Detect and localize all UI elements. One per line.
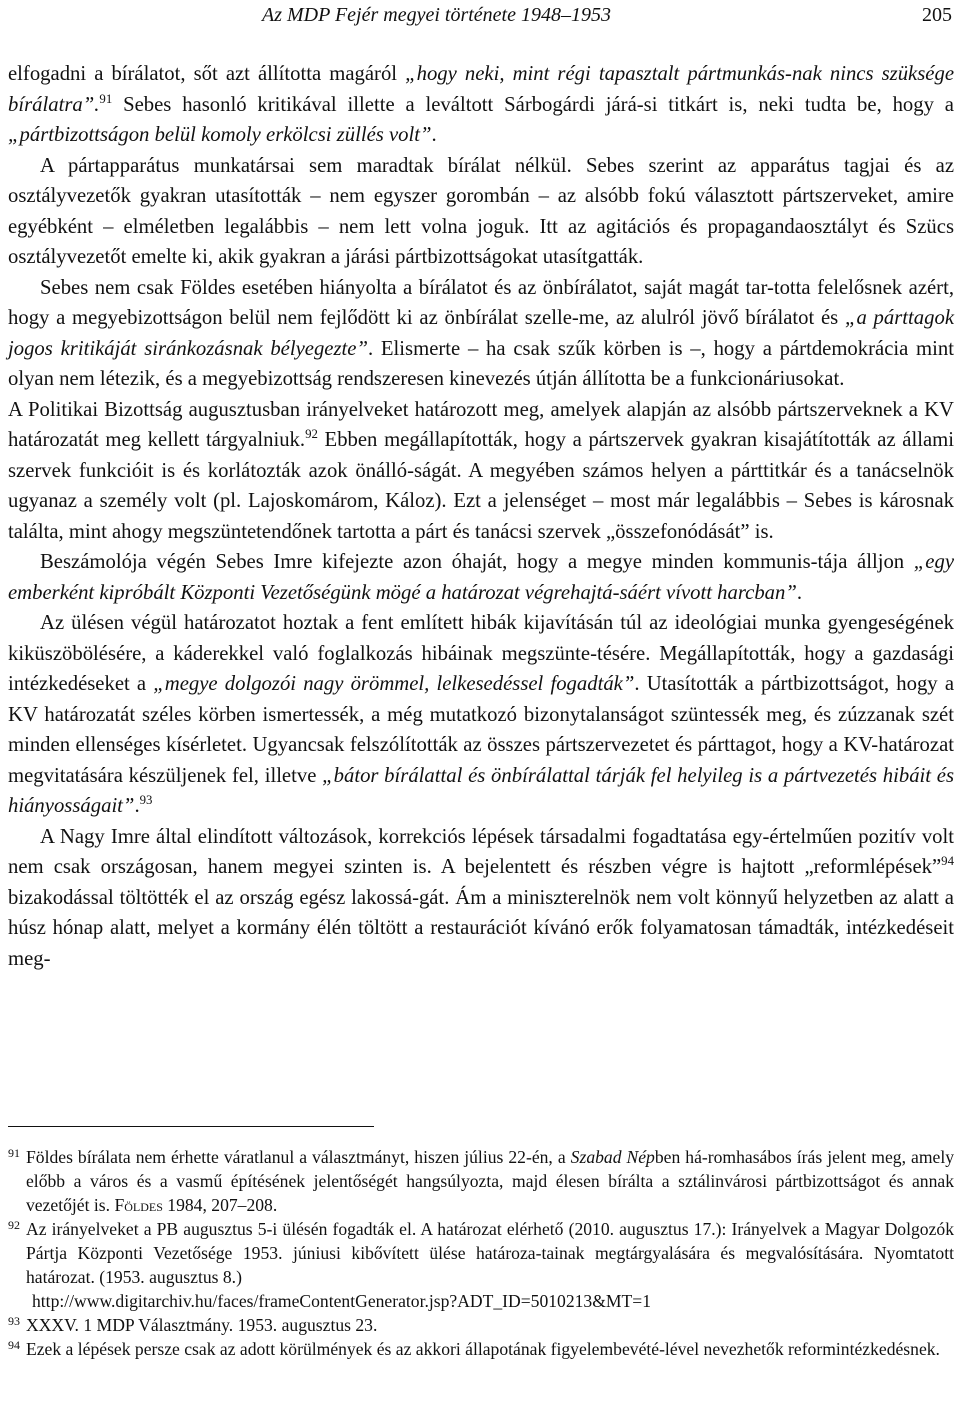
running-title: Az MDP Fejér megyei története 1948–1953 — [262, 4, 611, 26]
paragraph-5 — [8, 547, 954, 608]
page-number: 205 — [922, 4, 952, 26]
text-run: Sebes nem csak Földes esetében hiányolta a bírálatot és az önbírálatot, saját magát tar-totta felelősnek azért, hogy a megyebizottságon belül nem fejlődött ki az önbírálat szelle-me, az alulról jövő bírálatot és — [8, 276, 954, 329]
newspaper-title: Szabad Nép — [570, 1147, 655, 1167]
footnote-ref-92[interactable]: 92 — [305, 427, 318, 442]
quotation: „egy emberként kipróbált Központi Vezetőségünk mögé a határozat végrehajtá-sáért vívott harcban” — [8, 551, 954, 604]
text-run: Földes bírálata nem érhette váratlanul a választmányt, hiszen július 22-én, a — [26, 1147, 571, 1167]
footnote-91: 91 Földes bírálata nem érhette váratlanul a választmányt, hiszen július 22-én, a Szabad Népben há-romhasábos írás jelent meg, amely előbb a város és a vasmű építésének jelentőségét hangsúlyozta, majd élesen bírálta a sztálinvárosi pártbizottságot és annak vezetőjét is. Földes 1984, 207–208. — [8, 1146, 954, 1215]
paragraph-3 — [8, 273, 954, 395]
quotation: „megye dolgozói nagy örömmel, lelkesedéssel fogadták” — [153, 673, 635, 695]
text-run: . — [134, 795, 140, 817]
text-run: bizakodással töltötték el az ország egész lakossá-gát. Ám a miniszterelnök nem volt könnyű helyzetben az alatt a húsz hónap alatt, melyet a kormány élén töltött a restaurációt kívánó erők folyamatosan támadták, intézkedéseit meg- — [8, 886, 954, 970]
running-header — [262, 3, 952, 27]
text-run: Sebes hasonló kritikával illette a leváltott Sárbogárdi járá-si titkárt is, neki tudta be, hogy a — [112, 93, 954, 116]
footnote-ref-94[interactable]: 94 — [941, 854, 954, 869]
footnote-94: 94 Ezek a lépések persze csak az adott körülmények és az akkori állapotának figyelembevété-lével nevezhetők reformintézkedésnek. — [8, 1338, 940, 1359]
text-run: A Nagy Imre által elindított változások, korrekciós lépések társadalmi fogadtatása egy-értelműen pozitív volt nem csak országosan, hanem megyei szinten is. A bejelentett és részben végre is hajtott „reformlépések” — [8, 825, 954, 878]
source-url-link[interactable]: http://www.digitarchiv.hu/faces/frameContentGenerator.jsp?ADT_ID=5010213&MT=1 — [32, 1291, 652, 1311]
body-text — [8, 59, 954, 974]
text-run: XXXV. 1 MDP Választmány. 1953. augusztus 23. — [26, 1315, 378, 1335]
text-run: elfogadni a bírálatot, sőt azt állította magáról — [8, 63, 406, 85]
footnote-92: 92 Az irányelveket a PB augusztus 5-i ülésén fogadták el. A határozat elérhető (2010. augusztus 17.): Irányelvek a Magyar Dolgozók Pártja Központi Vezetősége 1953. júniusi kibővített ülése határoza-tainak megtárgyalására és megvalósítására. Nyomtatott határozat. (1953. augusztus 8.) http://www.digitarchiv.hu/faces/frameContentGenerator.jsp?ADT_ID=5010213&MT=1 — [8, 1218, 954, 1311]
text-run: . — [431, 124, 437, 146]
paragraph-2: A pártapparátus munkatársai sem maradtak bírálat nélkül. Sebes szerint az apparátus tagjai és az osztályvezetők gyakran utasították – nem egyszer gorombán – az alsóbb fokú választott pártszerveket, amire egyébként – elméletben legalábbis – nem lett volna joguk. Itt az agitációs és propagandaosztályt és Szücs osztályvezetőt emelte ki, akik gyakran a járási pártbizottságokat utasítgatták. — [8, 154, 954, 268]
author-name: Földes — [114, 1195, 163, 1215]
quotation: „hogy neki, mint régi tapasztalt pártmunkás-nak nincs szüksége bírálatra”. — [8, 63, 954, 116]
footnote-ref-93[interactable]: 93 — [139, 793, 153, 808]
paragraph-1 — [8, 59, 954, 151]
footnote-93: 93 XXXV. 1 MDP Választmány. 1953. augusztus 23. — [8, 1314, 378, 1335]
footnote-separator — [8, 1126, 374, 1127]
text-run: Beszámolója végén Sebes Imre kifejezte azon óhaját, hogy a megye minden kommunis-tája álljon — [40, 551, 914, 573]
paragraph-6 — [8, 608, 954, 822]
paragraph-7 — [8, 822, 954, 975]
text-run: . Utasították a pártbizottságot, hogy a KV határozatát széles körben ismertessék, a még mutatkozó bizonytalanságot szüntessék meg, és zúzzanak szét minden ellenséges kísérletet. Ugyancsak felszólították az összes pártszervezetet és párttagot, hogy a KV-határozat megvitatására készüljenek fel, illetve — [8, 673, 954, 787]
text-run: . Elismerte – ha csak szűk körben is –, hogy a pártdemokrácia mint olyan nem létezik, és a megyebizottság rendszeresen kinevezés útján állította be a funkcionáriusokat. — [8, 337, 954, 390]
text-run: Az ülésen végül határozatot hoztak a fent említett hibák kijavításán túl az ideológiai munka gyengeségének kiküszöbölésére, a káderekkel való foglalkozás hibáinak megszünte-tésére. Megállapították, hogy a gazdasági intézkedéseket a — [8, 612, 954, 695]
quotation: „a párttagok jogos kritikáját siránkozásnak bélyegezte” — [8, 307, 955, 360]
text-run: ben há-romhasábos írás jelent meg, amely előbb a város és a vasmű építésének jelentőségét hangsúlyozta, majd élesen bírálta a sztálinvárosi pártbizottságot és annak vezetőjét is. — [26, 1147, 954, 1215]
text-run: Ebben megállapították, hogy a pártszervek gyakran kisajátították az állami szervek funkcióit is és korlátozták azok önálló-ságát. A megyében számos helyen a párttitkár és a tanácselnök ugyanaz a személy volt (pl. Lajoskomárom, Káloz). Ezt a jelenséget – most már legalábbis – Sebes is károsnak találta, mint ahogy megszüntetendőnek tartotta a párt és tanácsi szervek „összefonódását” is. — [8, 429, 955, 543]
text-run: . — [796, 581, 803, 604]
text-run: Az irányelveket a PB augusztus 5-i ülésén fogadták el. A határozat elérhető (2010. augusztus 17.): Irányelvek a Magyar Dolgozók Pártja Központi Vezetősége 1953. júniusi kibővített ülése határoza-tainak megtárgyalására és megvalósítására. Nyomtatott határozat. (1953. augusztus 8.) — [26, 1219, 954, 1287]
paragraph-4 — [8, 395, 954, 548]
quotation: „bátor bírálattal és önbírálattal tárják fel helyileg is a pártvezetés hibáit és hiányosságait” — [8, 764, 954, 817]
footnotes — [8, 1145, 954, 1361]
text-run: A Politikai Bizottság augusztusban irányelveket határozott meg, amelyek alapján az alsóbb pártszerveknek a KV határozatát meg kellett tárgyalniuk. — [8, 398, 954, 451]
text-run: 1984, 207–208. — [162, 1195, 278, 1215]
quotation: „pártbizottságon belül komoly erkölcsi züllés volt” — [8, 124, 432, 146]
footnote-ref-91[interactable]: 91 — [99, 91, 113, 106]
text-run: Ezek a lépések persze csak az adott körülmények és az akkori állapotának figyelembevété-lével nevezhetők reformintézkedésnek. — [26, 1339, 940, 1359]
